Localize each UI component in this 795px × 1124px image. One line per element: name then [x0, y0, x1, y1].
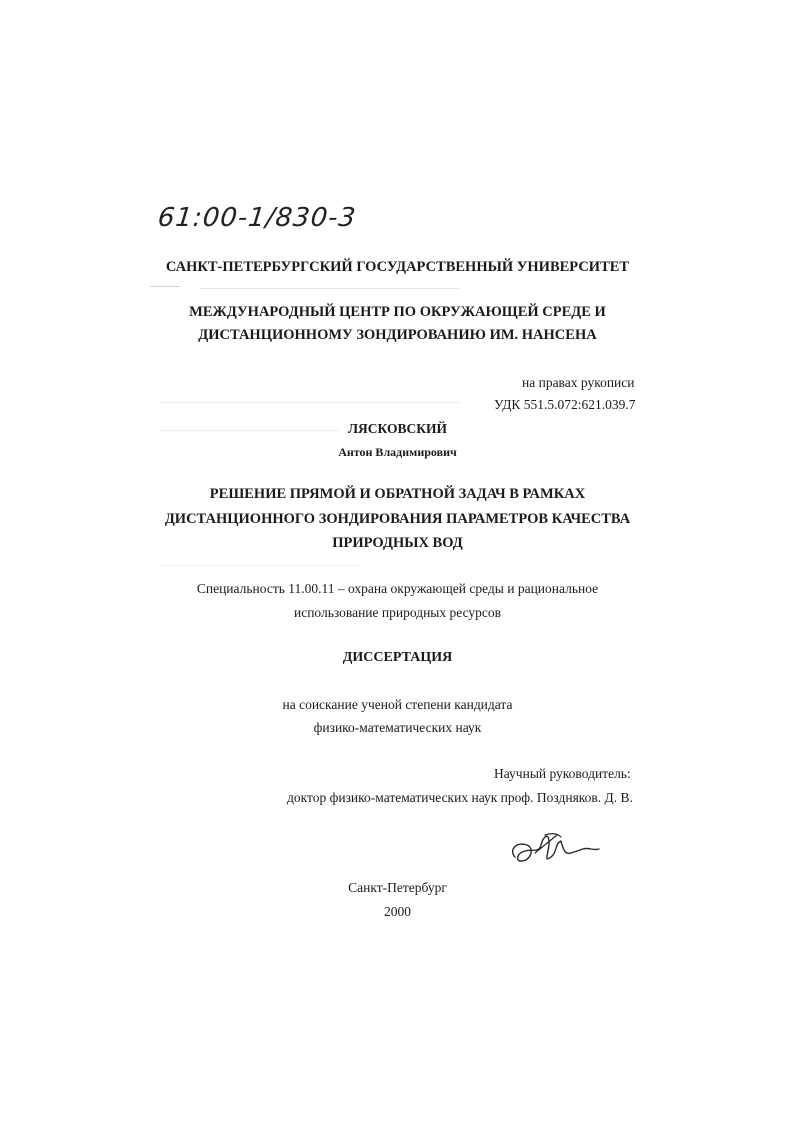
scan-speck — [200, 288, 460, 289]
scan-speck — [150, 286, 180, 287]
year: 2000 — [384, 904, 411, 919]
scan-speck — [160, 565, 360, 566]
degree-line1: на соискание ученой степени кандидата — [282, 697, 513, 712]
manuscript-rights: на правах рукописи — [522, 375, 635, 390]
thesis-title-line3: ПРИРОДНЫХ ВОД — [332, 535, 463, 551]
advisor-name: доктор физико-математических наук проф. Поздняков. Д. В. — [287, 790, 633, 805]
signature — [505, 823, 605, 873]
university-name: САНКТ-ПЕТЕРБУРГСКИЙ ГОСУДАРСТВЕННЫЙ УНИВЕРСИТЕТ — [165, 259, 630, 275]
document-type: ДИССЕРТАЦИЯ — [342, 650, 453, 665]
advisor-label: Научный руководитель: — [494, 766, 631, 781]
center-name-line2: ДИСТАНЦИОННОМУ ЗОНДИРОВАНИЮ ИМ. НАНСЕНА — [198, 327, 597, 343]
center-name-line1: МЕЖДУНАРОДНЫЙ ЦЕНТР ПО ОКРУЖАЮЩЕЙ СРЕДЕ И — [189, 304, 606, 320]
udk-code: УДК 551.5.072:621.039.7 — [494, 397, 636, 412]
author-surname: ЛЯСКОВСКИЙ — [347, 421, 448, 436]
specialty-line2: использование природных ресурсов — [293, 605, 502, 620]
thesis-title-line1: РЕШЕНИЕ ПРЯМОЙ И ОБРАТНОЙ ЗАДАЧ В РАМКАХ — [209, 486, 586, 502]
city: Санкт-Петербург — [348, 880, 447, 895]
thesis-title-line2: ДИСТАНЦИОННОГО ЗОНДИРОВАНИЯ ПАРАМЕТРОВ КАЧЕСТВА — [164, 511, 631, 527]
degree-line2: физико-математических наук — [313, 720, 482, 735]
scan-speck — [160, 402, 460, 403]
author-given-name: Антон Владимирович — [338, 445, 457, 459]
archive-number: 61:00-1/830-3 — [156, 203, 358, 233]
specialty-line1: Специальность 11.00.11 – охрана окружающей среды и рациональное — [196, 581, 599, 596]
